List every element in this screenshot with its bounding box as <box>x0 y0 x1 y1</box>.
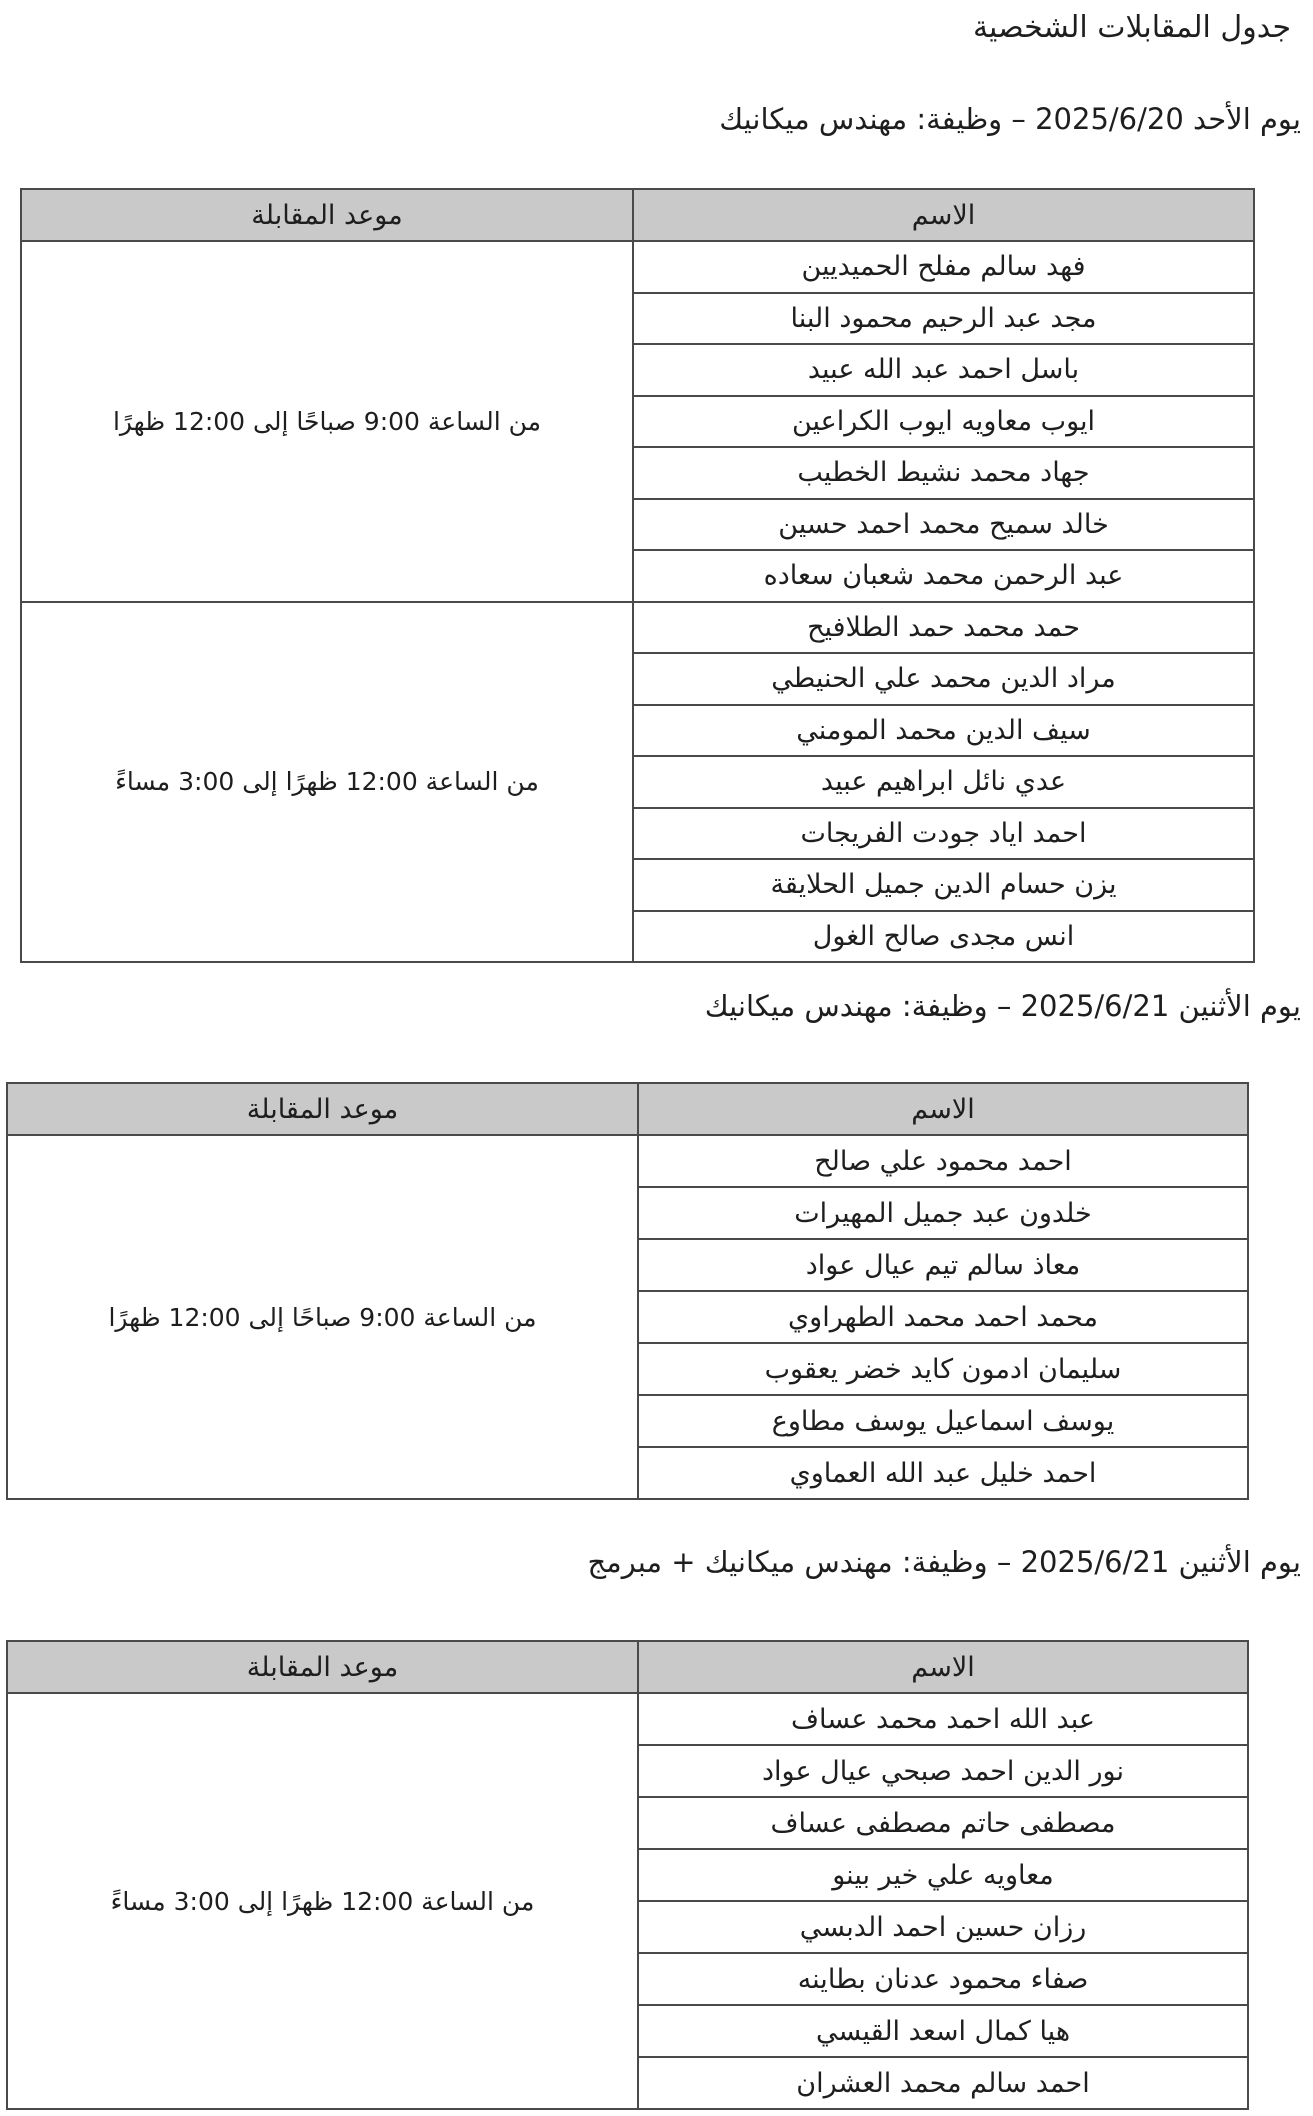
section-heading-monday-mechanical: يوم الأثنين 2025/6/21 – وظيفة: مهندس ميكانيك <box>704 989 1301 1023</box>
candidate-name: معاويه علي خير بينو <box>638 1849 1248 1901</box>
column-header-name: الاسم <box>638 1641 1248 1693</box>
candidate-name: فهد سالم مفلح الحميديين <box>633 241 1254 293</box>
candidate-name: احمد اياد جودت الفريجات <box>633 808 1254 860</box>
candidate-name: ايوب معاويه ايوب الكراعين <box>633 396 1254 448</box>
candidate-name: مصطفى حاتم مصطفى عساف <box>638 1797 1248 1849</box>
interview-time-slot: من الساعة 9:00 صباحًا إلى 12:00 ظهرًا <box>7 1135 638 1499</box>
table-header-row <box>7 1641 1248 1693</box>
candidate-name: سيف الدين محمد المومني <box>633 705 1254 757</box>
candidate-name: خالد سميح محمد احمد حسين <box>633 499 1254 551</box>
section-heading-monday-mechanical-programmer: يوم الأثنين 2025/6/21 – وظيفة: مهندس ميكانيك + مبرمج <box>587 1545 1301 1579</box>
column-header-name: الاسم <box>638 1083 1248 1135</box>
candidate-name: عبد الله احمد محمد عساف <box>638 1693 1248 1745</box>
column-header-time: موعد المقابلة <box>7 1641 638 1693</box>
column-header-name: الاسم <box>633 189 1254 241</box>
candidate-name: باسل احمد عبد الله عبيد <box>633 344 1254 396</box>
candidate-name: رزان حسين احمد الدبسي <box>638 1901 1248 1953</box>
table-header-row <box>21 189 1254 241</box>
table-row <box>7 1693 1248 1745</box>
schedule-table-monday-mechanical-programmer <box>6 1640 1249 2110</box>
candidate-name: يزن حسام الدين جميل الحلايقة <box>633 859 1254 911</box>
schedule-table-sunday <box>20 188 1255 963</box>
candidate-name: مجد عبد الرحيم محمود البنا <box>633 293 1254 345</box>
candidate-name: جهاد محمد نشيط الخطيب <box>633 447 1254 499</box>
interview-time-slot: من الساعة 12:00 ظهرًا إلى 3:00 مساءً <box>21 602 633 963</box>
candidate-name: احمد محمود علي صالح <box>638 1135 1248 1187</box>
candidate-name: محمد احمد محمد الطهراوي <box>638 1291 1248 1343</box>
table-row <box>21 241 1254 293</box>
interview-time-slot: من الساعة 9:00 صباحًا إلى 12:00 ظهرًا <box>21 241 633 602</box>
candidate-name: نور الدين احمد صبحي عيال عواد <box>638 1745 1248 1797</box>
candidate-name: عدي نائل ابراهيم عبيد <box>633 756 1254 808</box>
column-header-time: موعد المقابلة <box>7 1083 638 1135</box>
candidate-name: حمد محمد حمد الطلافيح <box>633 602 1254 654</box>
candidate-name: مراد الدين محمد علي الحنيطي <box>633 653 1254 705</box>
candidate-name: خلدون عبد جميل المهيرات <box>638 1187 1248 1239</box>
candidate-name: انس مجدى صالح الغول <box>633 911 1254 963</box>
schedule-table-monday-mechanical <box>6 1082 1249 1500</box>
candidate-name: يوسف اسماعيل يوسف مطاوع <box>638 1395 1248 1447</box>
interview-time-slot: من الساعة 12:00 ظهرًا إلى 3:00 مساءً <box>7 1693 638 2109</box>
section-heading-sunday: يوم الأحد 2025/6/20 – وظيفة: مهندس ميكانيك <box>719 102 1301 136</box>
candidate-name: هيا كمال اسعد القيسي <box>638 2005 1248 2057</box>
column-header-time: موعد المقابلة <box>21 189 633 241</box>
candidate-name: عبد الرحمن محمد شعبان سعاده <box>633 550 1254 602</box>
candidate-name: سليمان ادمون كايد خضر يعقوب <box>638 1343 1248 1395</box>
table-header-row <box>7 1083 1248 1135</box>
table-row <box>21 602 1254 654</box>
candidate-name: احمد خليل عبد الله العماوي <box>638 1447 1248 1499</box>
candidate-name: صفاء محمود عدنان بطاينه <box>638 1953 1248 2005</box>
candidate-name: احمد سالم محمد العشران <box>638 2057 1248 2109</box>
candidate-name: معاذ سالم تيم عيال عواد <box>638 1239 1248 1291</box>
table-row <box>7 1135 1248 1187</box>
page-title: جدول المقابلات الشخصية <box>972 10 1291 45</box>
